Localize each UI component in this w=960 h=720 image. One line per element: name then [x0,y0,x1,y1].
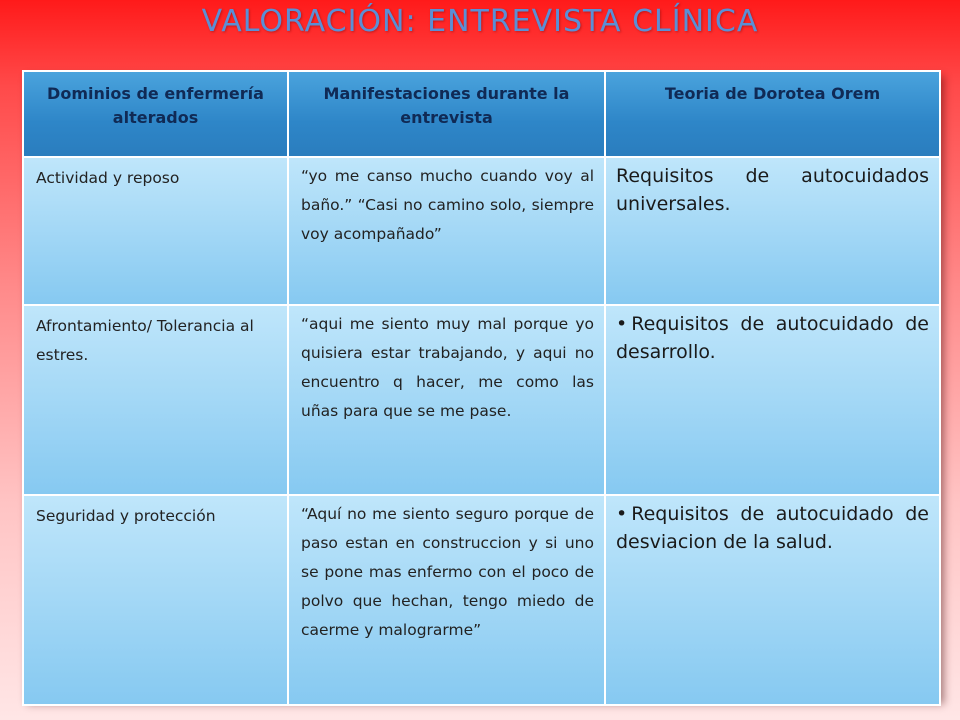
table-row [23,305,940,495]
domain-cell: Seguridad y protección [23,495,288,705]
bullet-text: • Requisitos de autocuidado de desviacion de la salud. [616,503,929,553]
table-row [23,495,940,705]
bullet-text: • Requisitos de autocuidado de desarrollo. [616,313,929,363]
table-header-row [23,71,940,157]
theory-cell [605,495,940,705]
manifestation-cell: “yo me canso mucho cuando voy al baño.” “Casi no camino solo, siempre voy acompañado” [288,157,605,305]
slide-title: VALORACIÓN: ENTREVISTA CLÍNICA [201,4,759,39]
manifestation-cell: “aqui me siento muy mal porque yo quisiera estar trabajando, y aqui no encuentro q hacer, me como las uñas para que se me pase. [288,305,605,495]
header-nursing-domains: Dominios de enfermería alterados [23,71,288,157]
table-row [23,157,940,305]
theory-cell [605,305,940,495]
orem-assessment-table [22,70,941,706]
domain-cell: Actividad y reposo [23,157,288,305]
domain-cell: Afrontamiento/ Tolerancia al estres. [23,305,288,495]
theory-cell: Requisitos de autocuidados universales. [605,157,940,305]
header-manifestations: Manifestaciones durante la entrevista [288,71,605,157]
orem-table-container [22,70,939,698]
header-orem-theory: Teoria de Dorotea Orem [605,71,940,157]
manifestation-cell: “Aquí no me siento seguro porque de paso estan en construccion y si uno se pone mas enfermo con el poco de polvo que hechan, tengo miedo de caerme y malograrme” [288,495,605,705]
